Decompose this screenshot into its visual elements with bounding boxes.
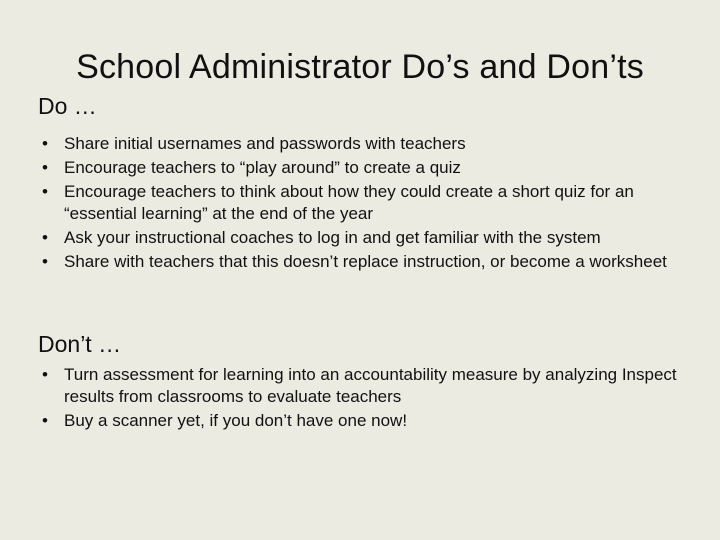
list-item-text: Ask your instructional coaches to log in and get familiar with the system [64,228,601,247]
dont-heading: Don’t … [38,331,122,357]
bullet-icon: • [42,252,48,271]
list-item [38,133,698,155]
list-item-text: Share with teachers that this doesn’t replace instruction, or become a worksheet [64,252,667,271]
list-item [38,364,698,408]
bullet-icon: • [42,182,48,201]
list-item-text: Encourage teachers to “play around” to create a quiz [64,158,461,177]
list-item-text: Turn assessment for learning into an accountability measure by analyzing Inspect results from classrooms to evaluate teachers [64,365,677,406]
do-list [38,133,698,275]
do-heading: Do … [38,93,97,119]
bullet-icon: • [42,365,48,384]
slide-title: School Administrator Do’s and Don’ts [76,48,644,86]
list-item [38,181,698,225]
list-item-text: Buy a scanner yet, if you don’t have one now! [64,411,408,430]
bullet-icon: • [42,158,48,177]
list-item-text: Share initial usernames and passwords with teachers [64,134,466,153]
bullet-icon: • [42,134,48,153]
list-item [38,227,698,249]
bullet-icon: • [42,228,48,247]
list-item [38,251,698,273]
dont-list [38,364,698,434]
list-item [38,157,698,179]
list-item [38,410,698,432]
list-item-text: Encourage teachers to think about how they could create a short quiz for an “essential learning” at the end of the year [64,182,634,223]
bullet-icon: • [42,411,48,430]
